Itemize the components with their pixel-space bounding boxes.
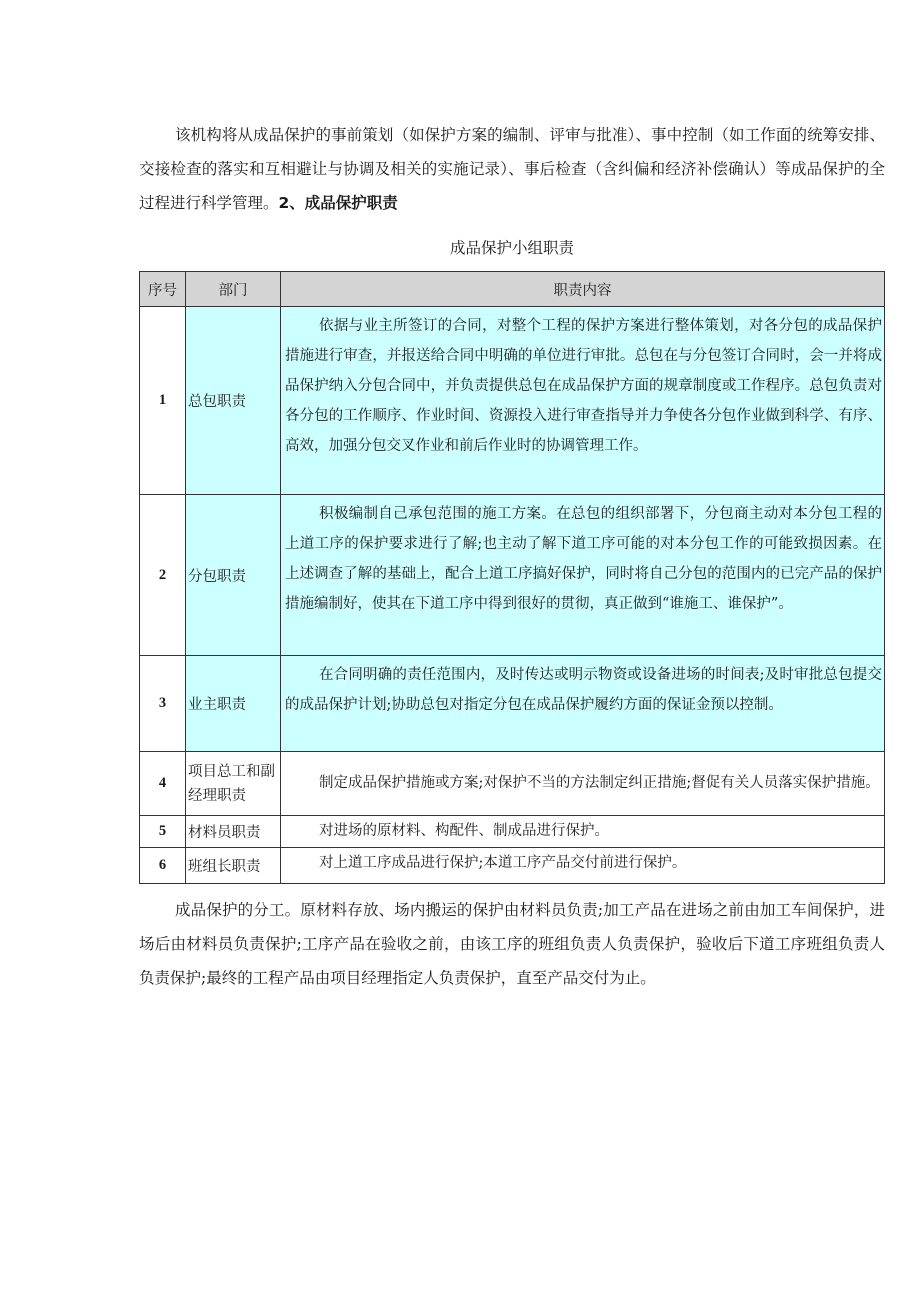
row-content: 对上道工序成品进行保护;本道工序产品交付前进行保护。 xyxy=(281,848,885,884)
header-content: 职责内容 xyxy=(281,272,885,307)
duty-table xyxy=(139,271,885,884)
row-content: 在合同明确的责任范围内，及时传达或明示物资或设备进场的时间表;及时审批总包提交的成品保护计划;协助总包对指定分包在成品保护履约方面的保证金预以控制。 xyxy=(281,656,885,752)
row-num: 6 xyxy=(140,848,186,884)
header-num: 序号 xyxy=(140,272,186,307)
section-heading: 2、成品保护职责 xyxy=(278,194,398,212)
row-dept: 班组长职责 xyxy=(186,848,281,884)
table-row xyxy=(140,495,885,656)
table-row xyxy=(140,848,885,884)
row-dept: 项目总工和副经理职责 xyxy=(186,752,281,816)
row-num: 5 xyxy=(140,816,186,848)
row-num: 1 xyxy=(140,307,186,495)
row-content: 依据与业主所签订的合同，对整个工程的保护方案进行整体策划，对各分包的成品保护措施进行审查，并报送给合同中明确的单位进行审批。总包在与分包签订合同时，会一并将成品保护纳入分包合同中，并负责提供总包在成品保护方面的规章制度或工作程序。总包负责对各分包的工作顺序、作业时间、资源投入进行审查指导并力争使各分包作业做到科学、有序、高效，加强分包交叉作业和前后作业时的协调管理工作。 xyxy=(281,307,885,495)
row-dept: 业主职责 xyxy=(186,656,281,752)
table-row xyxy=(140,816,885,848)
intro-text: 该机构将从成品保护的事前策划（如保护方案的编制、评审与批准）、事中控制（如工作面的统筹安排、交接检查的落实和互相避让与协调及相关的实施记录）、事后检查（含纠偏和经济补偿确认）等成品保护的全过程进行科学管理。 xyxy=(139,126,885,212)
table-row xyxy=(140,752,885,816)
row-content: 对进场的原材料、构配件、制成品进行保护。 xyxy=(281,816,885,848)
row-dept: 分包职责 xyxy=(186,495,281,656)
row-num: 3 xyxy=(140,656,186,752)
table-header-row xyxy=(140,272,885,307)
table-row xyxy=(140,307,885,495)
row-dept: 总包职责 xyxy=(186,307,281,495)
row-content: 制定成品保护措施或方案;对保护不当的方法制定纠正措施;督促有关人员落实保护措施。 xyxy=(281,752,885,816)
row-num: 2 xyxy=(140,495,186,656)
header-dept: 部门 xyxy=(186,272,281,307)
table-caption: 成品保护小组职责 xyxy=(449,239,574,257)
intro-paragraph xyxy=(139,118,885,220)
row-content: 积极编制自己承包范围的施工方案。在总包的组织部署下，分包商主动对本分包工程的上道工序的保护要求进行了解;也主动了解下道工序可能的对本分包工作的可能致损因素。在上述调查了解的基础上，配合上道工序搞好保护，同时将自己分包的范围内的已完产品的保护措施编制好，使其在下道工序中得到很好的贯彻，真正做到“谁施工、谁保护”。 xyxy=(281,495,885,656)
row-dept: 材料员职责 xyxy=(186,816,281,848)
after-paragraph: 成品保护的分工。原材料存放、场内搬运的保护由材料员负责;加工产品在进场之前由加工车间保护，进场后由材料员负责保护;工序产品在验收之前，由该工序的班组负责人负责保护，验收后下道工序班组负责人负责保护;最终的工程产品由项目经理指定人负责保护，直至产品交付为止。 xyxy=(139,901,885,987)
row-num: 4 xyxy=(140,752,186,816)
table-row xyxy=(140,656,885,752)
